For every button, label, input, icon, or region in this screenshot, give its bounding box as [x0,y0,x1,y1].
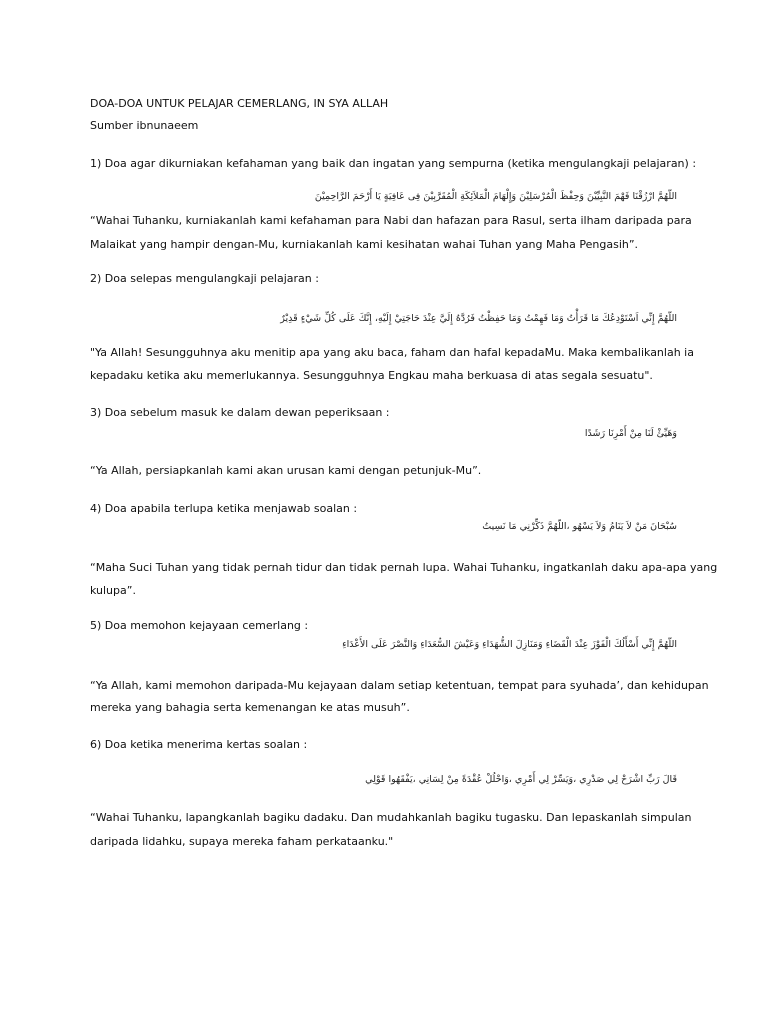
section-4-translation-line-2: kulupa”. [90,584,136,597]
section-3-heading: 3) Doa sebelum masuk ke dalam dewan peperiksaan : [90,406,390,419]
section-6-translation-line-1: “Wahai Tuhanku, lapangkanlah bagiku dadaku. Dan mudahkanlah bagiku tugasku. Dan lepaskanlah simpulan [90,811,692,824]
section-1-heading: 1) Doa agar dikurniakan kefahaman yang baik dan ingatan yang sempurna (ketika mengulangkaji pelajaran) : [90,157,697,170]
section-5-arabic: اللّهُمَّ إِنِّي أَسْأَلُكَ الْفَوْزَ عِنْدَ الْقَضَاءِ وَمَنَازِلَ الشُّهَدَاءِ وَعَيْشَ السُّعَدَاءِ وَالنَّصْرَ عَلَى الأَعْدَاءِ [342,639,677,650]
section-2-translation-line-1: "Ya Allah! Sesungguhnya aku menitip apa yang aku baca, faham dan hafal kepadaMu. Maka kembalikanlah ia [90,346,694,359]
section-5-translation-line-1: “Ya Allah, kami memohon daripada-Mu kejayaan dalam setiap ketentuan, tempat para syuhada’, dan kehidupan [90,679,709,692]
section-2-heading: 2) Doa selepas mengulangkaji pelajaran : [90,272,319,285]
section-2-arabic: اللّهُمَّ إِنِّي اَسْتَوْدِعُكَ مَا قَرَأْتُ وَمَا فَهِمْتُ وَمَا حَفِظْتُ فَرُدَّهُ إِلَيَّ عِنْدَ حَاجَتِيْ إِلَيْهِ، إِنَّكَ عَلَى كُلِّ شَيْءٍ قَدِيْرٌ [280,313,677,324]
section-2-translation-line-2: kepadaku ketika aku memerlukannya. Sesungguhnya Engkau maha berkuasa di atas segala sesuatu". [90,369,653,382]
section-1-translation-line-1: “Wahai Tuhanku, kurniakanlah kami kefahaman para Nabi dan hafazan para Rasul, serta ilham daripada para [90,214,692,227]
document-title: DOA-DOA UNTUK PELAJAR CEMERLANG, IN SYA ALLAH [90,97,389,110]
section-1-translation-line-2: Malaikat yang hampir dengan-Mu, kurniakanlah kami kesihatan wahai Tuhan yang Maha Pengasih”. [90,238,639,251]
section-5-heading: 5) Doa memohon kejayaan cemerlang : [90,619,309,632]
section-6-arabic: قَالَ رَبِّ اشْرَحْ لِي صَدْرِي ،وَيَسِّرْ لِي أَمْرِي ،وَاحْلُلْ عُقْدَةً مِنْ لِسَانِي ،يَفْقَهُوا قَوْلِي [365,774,677,785]
source-credit: Sumber ibnunaeem [90,119,199,132]
section-1-arabic: اللّهُمَّ ارْزُقْنَا فَهْمَ النَّبِيِّيْنَ وَحِفْظَ الْمُرْسَلِيْنَ وَإِلْهَامَ الْمَلاَئِكَةِ الْمُقَرَّبِيْنَ فِى عَافِيَةٍ يَا أَرْحَمَ الرَّاحِمِيْنَ [314,191,677,202]
section-3-translation-line-1: “Ya Allah, persiapkanlah kami akan urusan kami dengan petunjuk-Mu”. [90,464,482,477]
section-3-arabic: وَهَيِّئْ لَنَا مِنْ أَمْرِنَا رَشَدًا [584,428,677,439]
section-4-heading: 4) Doa apabila terlupa ketika menjawab soalan : [90,502,358,515]
section-4-arabic: سُبْحَانَ مَنْ لاَ يَنَامُ وَلاَ يَسْهُو ،اللّهُمَّ ذَكِّرْنِي مَا نَسِيتُ [482,521,677,532]
section-6-translation-line-2: daripada lidahku, supaya mereka faham perkataanku." [90,835,394,848]
section-6-heading: 6) Doa ketika menerima kertas soalan : [90,738,308,751]
section-5-translation-line-2: mereka yang bahagia serta kemenangan ke atas musuh”. [90,701,410,714]
section-4-translation-line-1: “Maha Suci Tuhan yang tidak pernah tidur dan tidak pernah lupa. Wahai Tuhanku, ingatkanlah daku apa-apa yang [90,561,718,574]
